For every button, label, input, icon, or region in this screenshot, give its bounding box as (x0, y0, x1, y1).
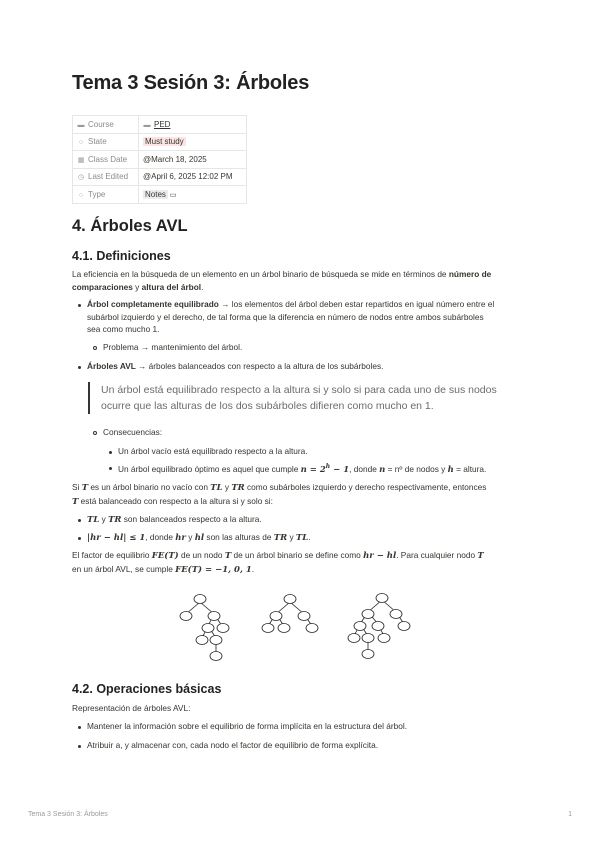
class-date-value: @March 18, 2025 (143, 154, 207, 164)
bullet-dot (78, 745, 81, 748)
bullet-dot (109, 451, 112, 454)
property-key: Course (88, 119, 114, 129)
tree-diagram (180, 595, 229, 661)
block-quote: Un árbol está equilibrado respecto a la altura si y solo si para cada uno de sus nodos ocurre que las alturas de los dos subárboles difieren como mucho en 1. (88, 382, 508, 414)
page-title: Tema 3 Sesión 3: Árboles (72, 72, 310, 94)
calendar-icon: ▦ (77, 156, 85, 164)
bullet-dot (109, 467, 112, 470)
link-icon: ▬ (77, 121, 85, 129)
property-row[interactable] (73, 168, 247, 186)
last-edited-value: @April 6, 2025 12:02 PM (143, 172, 233, 182)
list-item: Problema → mantenimiento del árbol. (103, 342, 243, 352)
list-item: Consecuencias: (103, 427, 163, 437)
list-item: TL y TR son balanceados respecto a la altura. (87, 514, 262, 525)
bullet-dot (78, 304, 81, 307)
list-item: Atribuir a, y almacenar con, cada nodo el factor de equilibrio de forma explícita. (87, 740, 379, 750)
clock-icon: ◷ (77, 174, 85, 182)
properties-table (72, 115, 247, 204)
bullet-dot (78, 519, 81, 522)
property-row[interactable] (73, 186, 247, 204)
bullet-dot (78, 366, 81, 369)
paragraph: El factor de equilibrio FE(T) de un nodo T de un árbol binario se define como hr − hl. Para cualquier nodo T en un árbol AVL, se cumple FE(T) = −1, 0, 1. (72, 550, 484, 575)
subsection-heading: 4.2. Operaciones básicas (72, 682, 222, 696)
subsection-heading: 4.1. Definiciones (72, 249, 171, 263)
list-item: Un árbol equilibrado óptimo es aquel que cumple $n = 2^h - 1$, donde n = nº de nodos y h = altura. (118, 463, 487, 475)
paragraph: La eficiencia en la búsqueda de un elemento en un árbol binario de búsqueda se mide en términos de número de comparaciones y altura del árbol. (72, 269, 492, 292)
list-item: Un árbol vacío está equilibrado respecto a la altura. (118, 446, 308, 456)
tree-diagram (348, 594, 410, 659)
paragraph: Representación de árboles AVL: (72, 703, 191, 713)
page-number: 1 (568, 811, 572, 818)
notes-icon: ▭ (167, 191, 177, 199)
property-key: State (88, 137, 107, 147)
status-icon: ○ (78, 139, 84, 147)
property-key: Type (88, 189, 106, 199)
status-icon: ○ (78, 191, 84, 199)
property-row[interactable] (73, 133, 247, 151)
bullet-dot (78, 726, 81, 729)
sub-bullet (93, 346, 97, 350)
state-tag: Must study (145, 137, 184, 147)
list-item: Árboles AVL → árboles balanceados con respecto a la altura de los subárboles. (87, 361, 384, 371)
list-item: Mantener la información sobre el equilibrio de forma implícita en la estructura del árbol. (87, 721, 408, 731)
sub-bullet (93, 431, 97, 435)
tree-diagram (262, 595, 318, 633)
bullet-dot (78, 537, 81, 540)
avl-trees-figure (172, 590, 430, 670)
property-row[interactable] (73, 151, 247, 169)
list-item: |hr − hl| ≤ 1, donde hr y hl son las alturas de TR y TL. (87, 532, 311, 543)
paragraph: Si T es un árbol binario no vacío con TL y TR como subárboles izquierdo y derecho respectivamente, entonces T está balanceado con respecto a la altura si y solo si: (72, 482, 487, 507)
section-heading: 4. Árboles AVL (72, 217, 188, 235)
property-key: Last Edited (88, 172, 129, 182)
property-row[interactable] (73, 116, 247, 134)
property-key: Class Date (88, 154, 128, 164)
page-icon: ▬ (143, 121, 151, 129)
course-link[interactable]: PED (154, 119, 171, 129)
footer-title: Tema 3 Sesión 3: Árboles (28, 811, 108, 818)
list-item: Árbol completamente equilibrado → los elementos del árbol deben estar repartidos en igual número entre el subárbol izquierdo y el derecho, de tal forma que la diferencia en número de nodos entre ambos subárboles sea como mucho 1. (87, 299, 495, 334)
type-tag: Notes (145, 189, 166, 199)
